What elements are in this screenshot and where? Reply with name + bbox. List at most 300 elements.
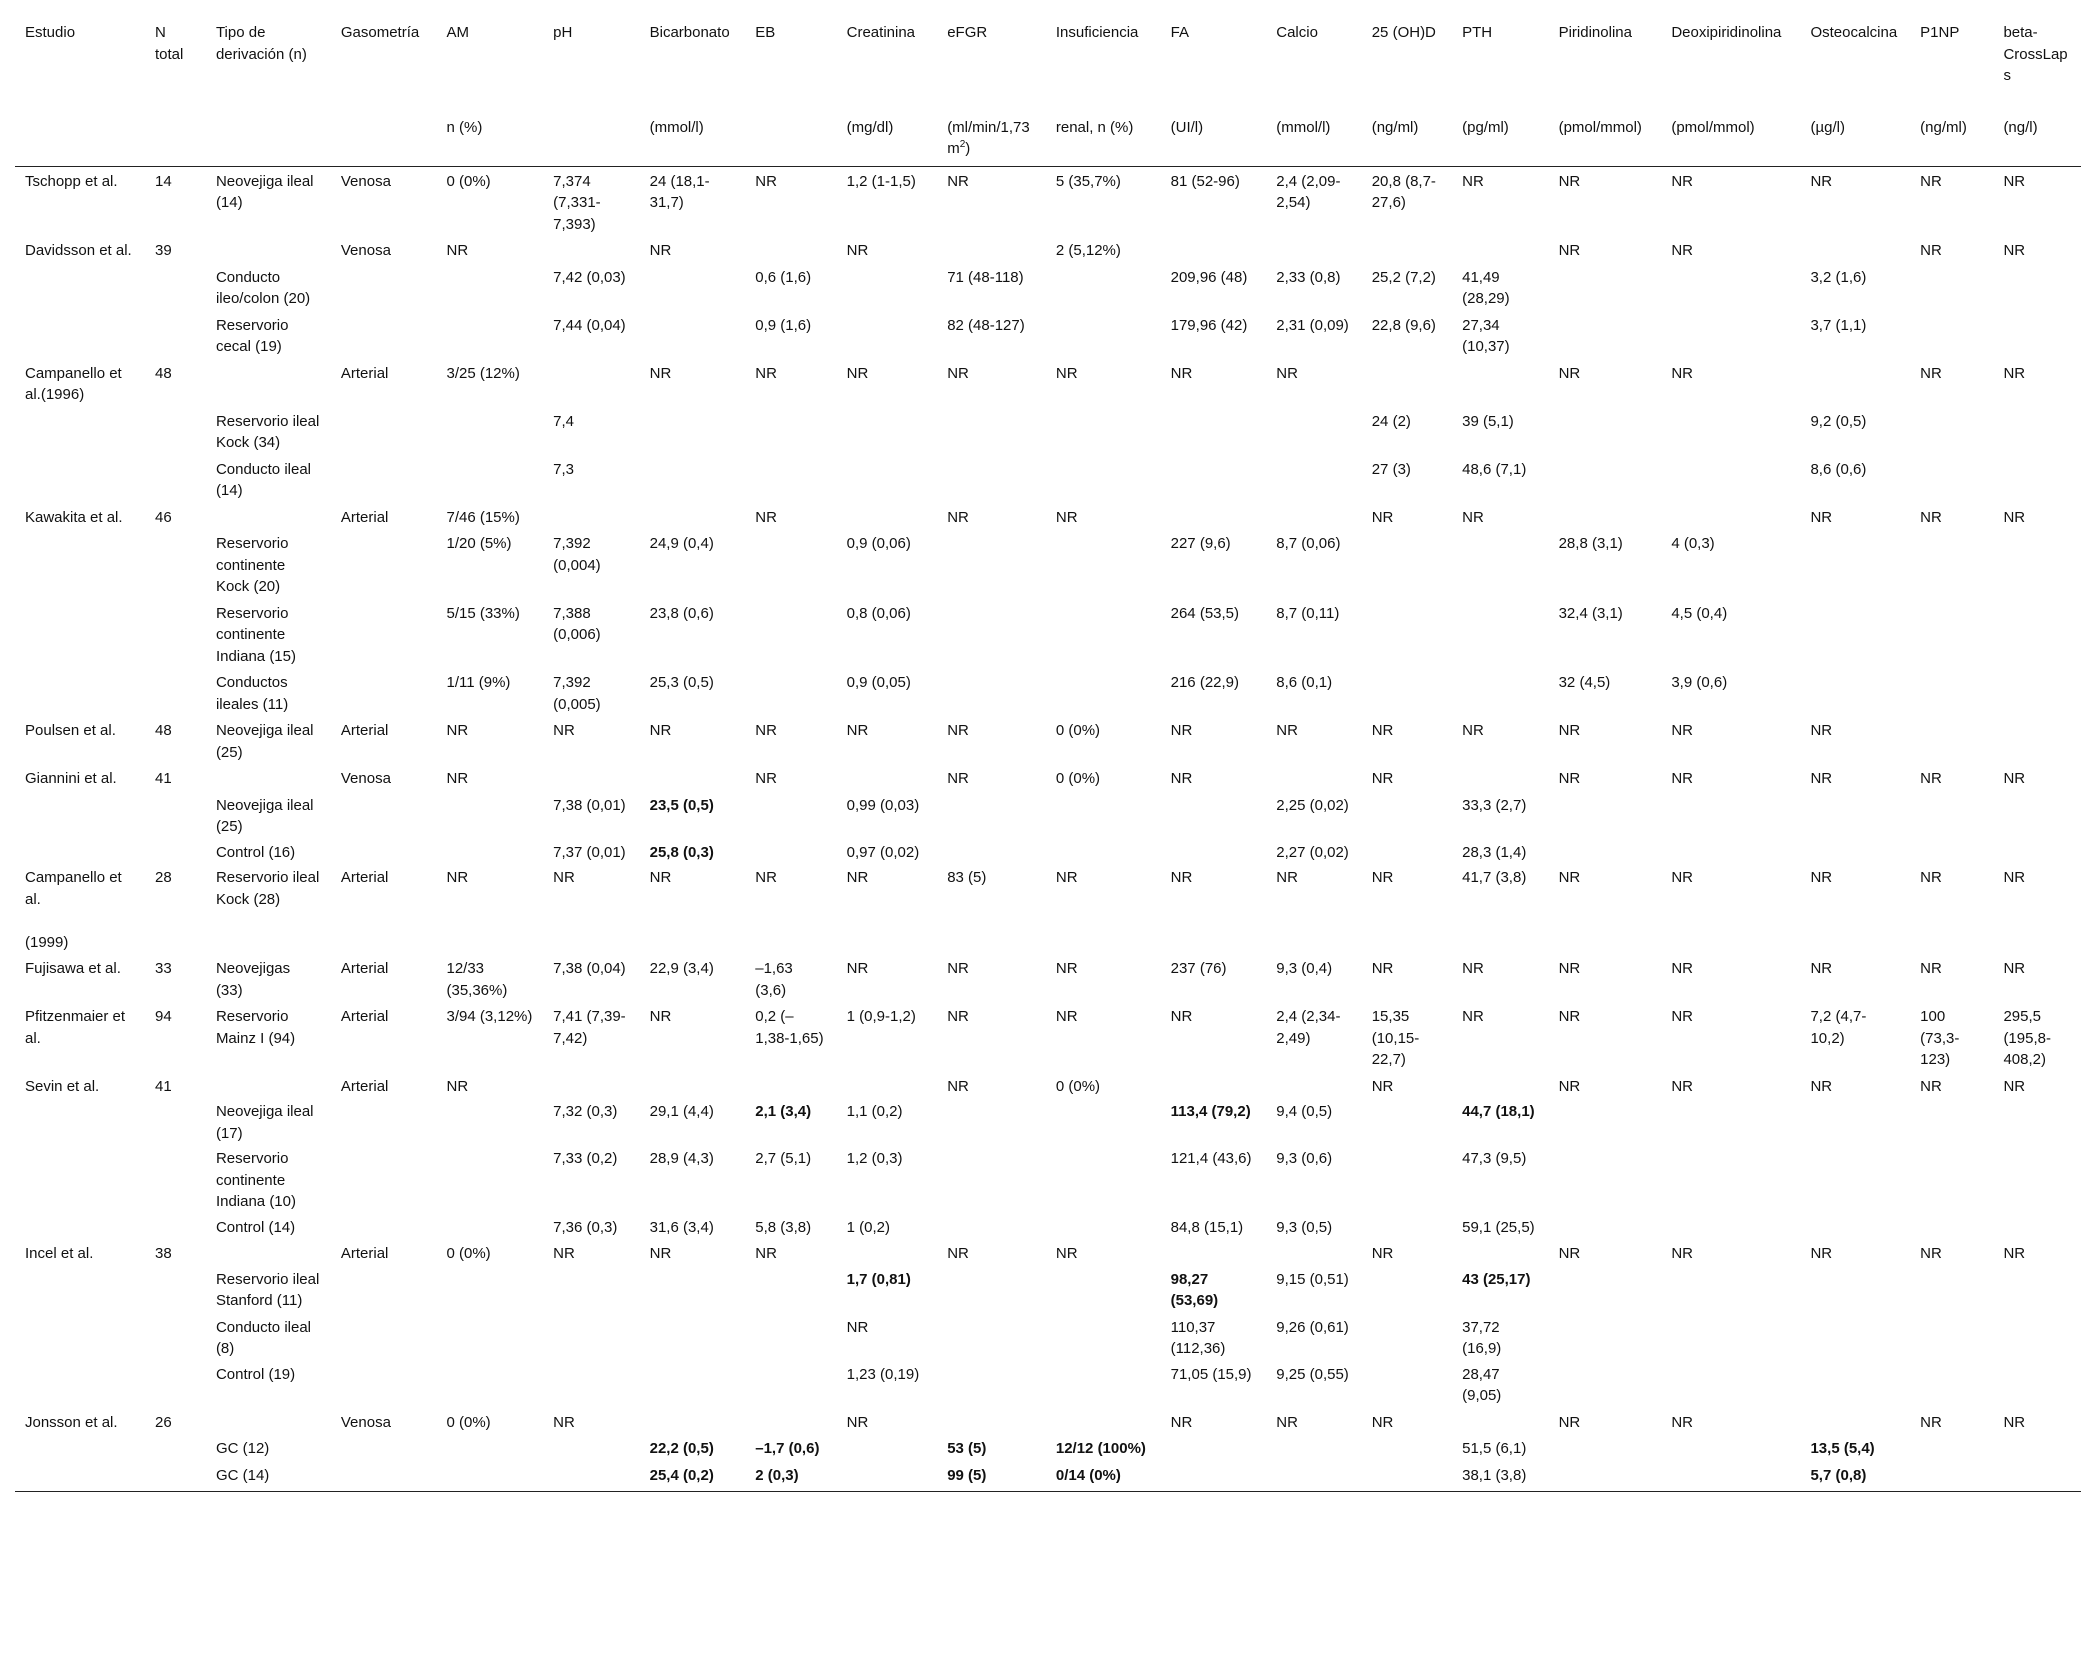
table-cell [145,407,206,455]
table-cell: 7,38 (0,04) [553,960,626,977]
table-cell [1993,1213,2081,1240]
table-cell: 44,7 (18,1) [1462,1103,1535,1120]
table-cell [15,1213,145,1240]
table-cell [937,1360,1046,1408]
table-cell: NR [947,364,969,382]
table-cell [145,1360,206,1408]
table-cell: 216 (22,9) [1170,674,1240,691]
table-cell: Venosa [340,770,391,787]
table-cell: Control (16) [215,843,296,861]
table-cell [1993,1360,2081,1408]
table-cell: 209,96 (48) [1170,268,1248,286]
table-cell: NR [1371,1413,1394,1431]
table-row [15,311,2081,359]
table-cell [1800,1213,1910,1240]
table-cell: Arterial [340,1077,389,1095]
table-cell [436,1265,543,1313]
table-cell [937,1313,1046,1360]
table-cell: NR [1371,1077,1394,1095]
table-cell [1161,1434,1267,1461]
table-cell [1046,455,1161,503]
table-row [15,1213,2081,1240]
table-cell [331,455,437,503]
table-cell: NR [1371,508,1394,526]
table-cell: NR [947,770,969,787]
table-cell: Conducto ileal (14) [215,460,311,499]
table-cell [206,1239,331,1265]
table-cell [543,1072,639,1098]
table-cell: NR [1920,242,1942,259]
table-cell [543,1313,639,1360]
table-cell [1266,1461,1361,1492]
table-row [15,1072,2081,1098]
table-cell [543,1360,639,1408]
table-cell: NR [755,869,777,886]
table-cell: NR [1371,1245,1394,1262]
table-cell: NR [1810,1245,1833,1262]
col-header-ph: pH [553,24,573,41]
table-cell [1549,1213,1662,1240]
table-cell [1362,1434,1452,1461]
table-cell: 9,26 (0,61) [1276,1318,1349,1336]
table-cell [15,529,145,599]
table-cell: Reservorio Mainz I (94) [215,1008,296,1047]
table-cell [837,764,938,791]
table-cell [640,503,746,530]
table-cell [331,1097,437,1144]
table-cell: NR [1462,1008,1484,1025]
table-cell: NR [846,722,869,739]
col-header-tipo-derivacion: Tipo de derivación (n) [215,24,307,63]
table-cell: Poulsen et al. [25,722,116,739]
table-cell [1266,407,1361,455]
table-cell: 3,7 (1,1) [1810,316,1867,334]
table-cell [1661,1434,1800,1461]
table-cell: 81 (52-96) [1170,172,1240,190]
table-cell: 31,6 (3,4) [649,1218,714,1236]
table-cell [331,1434,437,1461]
table-cell: Reservorio ileal Kock (28) [215,869,320,908]
table-cell: 14 [155,172,172,190]
table-cell: 9,2 (0,5) [1810,412,1867,430]
table-cell: NR [1558,869,1581,886]
table-cell: 0,9 (0,05) [846,674,911,691]
table-cell: NR [1558,1008,1581,1025]
table-cell: NR [2003,1245,2026,1262]
table-cell: NR [1920,960,1942,977]
table-cell: Control (19) [215,1365,296,1383]
table-cell [15,791,145,838]
col-header-calcio: Calcio [1276,24,1318,41]
table-row [15,838,2081,864]
table-cell: 0,9 (1,6) [755,316,812,334]
table-cell [543,1434,639,1461]
table-cell [1266,455,1361,503]
col-header-beta-crosslaps: beta-CrossLaps [2003,24,2068,84]
table-cell [15,838,145,864]
table-cell: 27,34 (10,37) [1462,316,1510,355]
table-cell [1046,263,1161,311]
table-row [15,1434,2081,1461]
table-cell: NR [553,869,575,886]
table-cell: 1,2 (1-1,5) [846,172,916,190]
table-cell: NR [947,1008,969,1025]
table-cell [15,668,145,716]
table-cell [1362,838,1452,864]
table-cell [1910,529,1993,599]
table-cell [1046,599,1161,669]
table-cell [145,1097,206,1144]
table-cell [145,529,206,599]
table-cell: 22,2 (0,5) [649,1440,714,1457]
table-cell: 1 (0,9-1,2) [846,1008,916,1025]
table-cell [640,764,746,791]
table-cell [145,455,206,503]
table-cell: NR [446,770,469,787]
table-cell: 0 (0%) [446,1245,491,1262]
table-cell [331,311,437,359]
table-cell: 227 (9,6) [1170,535,1231,552]
table-cell: NR [1671,869,1693,886]
table-cell: 28,9 (4,3) [649,1150,714,1167]
table-cell: NR [1170,1413,1193,1431]
table-cell: NR [2003,364,2026,382]
col-header-p1np: P1NP [1920,24,1960,41]
table-cell [331,791,437,838]
table-cell: 121,4 (43,6) [1170,1150,1252,1167]
table-cell [1549,1097,1662,1144]
table-cell: NR [2003,770,2026,787]
table-cell [837,455,938,503]
table-cell [837,263,938,311]
table-cell: NR [446,242,469,259]
table-cell [1161,1072,1267,1098]
table-cell [837,503,938,530]
table-cell: 7,4 [553,412,574,430]
col-header-efgr: eFGR [947,24,988,41]
col-header-am: AM [446,24,469,41]
col-header-bicarbonato: Bicarbonato [649,24,730,41]
table-cell: NR [846,869,869,886]
table-cell [436,407,543,455]
table-cell [1452,529,1548,599]
table-cell [1266,764,1361,791]
table-cell: NR [1055,1245,1078,1262]
table-row [15,166,2081,236]
table-cell: NR [649,242,672,259]
table-cell [1362,1144,1452,1213]
table-cell [745,1360,836,1408]
table-cell: 41,49 (28,29) [1462,268,1510,307]
table-cell: NR [1810,508,1833,526]
table-cell: 15,35 (10,15-22,7) [1371,1008,1420,1068]
table-row [15,1097,2081,1144]
table-cell: 5 (35,7%) [1055,172,1121,190]
table-cell: NR [1920,770,1942,787]
table-cell: NR [1558,960,1581,977]
table-cell: 53 (5) [947,1440,987,1457]
table-cell: NR [1810,722,1833,739]
table-cell: 7,3 [553,460,574,478]
table-cell [1452,1072,1548,1098]
table-cell: NR [649,1008,672,1025]
table-cell [745,1265,836,1313]
table-cell: 179,96 (42) [1170,316,1248,334]
table-cell: NR [1558,1413,1581,1431]
table-cell: 0 (0%) [1055,770,1101,787]
table-cell: NR [755,722,777,739]
table-cell: NR [2003,172,2026,190]
table-cell [837,1434,938,1461]
table-cell [1362,1313,1452,1360]
table-row [15,236,2081,263]
table-cell [1993,1097,2081,1144]
table-row [15,1265,2081,1313]
table-cell: NR [1671,722,1693,739]
table-cell [15,1461,145,1492]
table-cell [206,236,331,263]
table-cell [1161,407,1267,455]
table-cell: NR [1671,364,1693,382]
data-table [15,14,2081,1492]
table-cell [745,407,836,455]
table-cell [837,311,938,359]
table-cell: 13,5 (5,4) [1810,1440,1875,1457]
table-cell: NR [2003,869,2026,886]
table-cell: 33,3 (2,7) [1462,796,1527,814]
table-cell [745,529,836,599]
table-cell: NR [2003,960,2026,977]
col-unit-gasometria [331,87,437,167]
table-cell: NR [1558,242,1581,259]
table-cell: 25,2 (7,2) [1371,268,1436,286]
table-cell [543,764,639,791]
table-cell [1161,838,1267,864]
table-cell: GC (14) [206,1461,331,1492]
table-cell: 7,37 (0,01) [553,843,626,861]
table-cell: 59,1 (25,5) [1462,1218,1535,1236]
table-cell: Reservorio continente Indiana (15) [215,604,296,665]
table-cell: NR [846,1318,869,1336]
table-cell [436,1313,543,1360]
table-cell: NR [553,1245,575,1262]
table-cell: Arterial [340,508,389,526]
table-cell: 7,41 (7,39-7,42) [553,1008,626,1047]
table-cell [436,1360,543,1408]
table-cell: 5,7 (0,8) [1800,1461,1910,1492]
table-cell [1046,1144,1161,1213]
table-cell: 33 [155,960,172,977]
table-cell [1549,263,1662,311]
table-cell: 9,4 (0,5) [1276,1103,1333,1120]
table-cell: 2 (0,3) [745,1461,836,1492]
table-cell [1046,791,1161,838]
table-cell: 48 [155,364,172,382]
table-cell [206,1408,331,1435]
table-cell: 2,7 (5,1) [755,1150,812,1167]
table-cell: NR [1920,869,1942,886]
table-cell [1993,1265,2081,1313]
table-cell: NR [1462,960,1484,977]
table-row [15,407,2081,455]
table-cell: NR [755,770,777,787]
table-cell [331,668,437,716]
table-cell [1549,1434,1662,1461]
table-cell [937,455,1046,503]
col-unit-p1np: (ng/ml) [1910,87,1993,167]
col-header-25ohd: 25 (OH)D [1371,24,1436,41]
table-cell: Arterial [340,1245,389,1262]
table-cell [436,1213,543,1240]
table-cell: NR [1920,1413,1942,1431]
table-cell: NR [755,1245,777,1262]
table-cell: NR [947,960,969,977]
table-cell: NR [1055,364,1078,382]
table-cell: NR [1671,770,1693,787]
col-unit-ph [543,87,639,167]
table-cell [436,1461,543,1492]
table-cell [1362,1461,1452,1492]
table-cell [1549,1461,1662,1492]
table-row [15,716,2081,764]
table-cell [1549,1313,1662,1360]
table-cell [15,1313,145,1360]
table-cell [1362,1097,1452,1144]
table-cell: 3/94 (3,12%) [446,1008,533,1025]
table-cell: 4,5 (0,4) [1671,604,1728,622]
table-cell: 2,33 (0,8) [1276,268,1341,286]
table-cell: 0 (0%) [446,172,491,190]
table-cell [745,791,836,838]
table-cell [1910,1313,1993,1360]
table-cell [1993,311,2081,359]
table-cell: Arterial [340,960,389,977]
table-cell: NR [947,722,969,739]
table-cell: 24 (18,1-31,7) [649,172,710,211]
table-cell: –1,63 (3,6) [755,960,793,999]
table-row [15,1144,2081,1213]
table-cell [1452,764,1548,791]
table-row [15,263,2081,311]
table-container [15,14,2081,1492]
table-cell: 7,388 (0,006) [553,604,601,643]
table-cell [145,599,206,669]
table-cell: 22,8 (9,6) [1371,316,1436,334]
table-cell [1161,236,1267,263]
table-cell: 5/15 (33%) [446,604,520,622]
table-cell [1046,1408,1161,1435]
table-cell [1993,263,2081,311]
table-cell: NR [1371,770,1394,787]
table-cell [1800,359,1910,407]
table-cell [937,1144,1046,1213]
table-cell [745,455,836,503]
col-unit-efgr-sup: 2 [959,139,966,150]
table-cell [145,1313,206,1360]
table-cell: 7,392 (0,004) [553,535,601,574]
table-cell [745,599,836,669]
table-cell [1549,791,1662,838]
table-cell: NR [846,960,869,977]
table-cell: NR [1671,960,1693,977]
table-cell [1800,529,1910,599]
table-cell: 39 (5,1) [1462,412,1514,430]
table-cell: 7,44 (0,04) [553,316,626,334]
table-cell [1661,455,1800,503]
table-cell [1266,503,1361,530]
table-row [15,764,2081,791]
table-cell: NR [2003,1077,2026,1095]
table-cell: 0,9 (0,06) [846,535,911,552]
table-cell: NR [1671,1413,1693,1431]
table-cell: NR [1170,1008,1193,1025]
table-cell [206,1072,331,1098]
table-cell: 9,15 (0,51) [1276,1270,1349,1288]
table-cell: NR [553,722,575,739]
col-header-n-total: N total [155,24,184,63]
table-cell [837,1461,938,1492]
table-cell: 25,3 (0,5) [649,674,714,691]
table-cell [1046,1360,1161,1408]
table-cell [1046,1265,1161,1313]
col-header-fa: FA [1170,24,1189,41]
table-cell [1661,1097,1800,1144]
table-cell: NR [1170,364,1193,382]
table-cell: NR [1810,1077,1833,1095]
table-cell [1800,1313,1910,1360]
table-cell: Tschopp et al. [25,172,118,190]
table-cell: NR [1371,960,1394,977]
table-cell [331,263,437,311]
table-cell [640,263,746,311]
table-cell [436,1434,543,1461]
table-cell [640,455,746,503]
table-cell: 1,1 (0,2) [846,1103,903,1120]
table-cell: 7,392 (0,005) [553,674,601,713]
table-cell [745,1072,836,1098]
table-cell: Incel et al. [25,1245,94,1262]
table-cell: –1,7 (0,6) [755,1440,820,1457]
table-cell: NR [846,242,869,259]
table-cell [1452,236,1548,263]
col-unit-tipo-derivacion [206,87,331,167]
table-cell: 48,6 (7,1) [1462,460,1527,478]
table-cell [145,668,206,716]
table-cell: NR [2003,508,2026,526]
table-cell [937,838,1046,864]
table-cell [331,1461,437,1492]
table-cell: 38 [155,1245,172,1262]
table-cell [1046,668,1161,716]
table-cell: Control (14) [215,1218,296,1236]
table-cell [937,668,1046,716]
table-cell: 2,31 (0,09) [1276,316,1349,334]
table-cell [1046,1213,1161,1240]
table-cell [15,599,145,669]
table-cell [937,1097,1046,1144]
table-row [15,954,2081,1002]
table-cell: Giannini et al. [25,770,117,787]
table-cell: 7,2 (4,7-10,2) [1810,1008,1867,1047]
table-row [15,359,2081,407]
table-cell: 0,97 (0,02) [846,843,920,861]
table-cell: NR [1558,722,1581,739]
col-unit-efgr-end: ) [965,140,971,157]
table-cell [1661,1213,1800,1240]
table-cell: NR [947,508,969,526]
col-header-creatinina: Creatinina [846,24,916,41]
table-cell: Kawakita et al. [25,508,123,526]
